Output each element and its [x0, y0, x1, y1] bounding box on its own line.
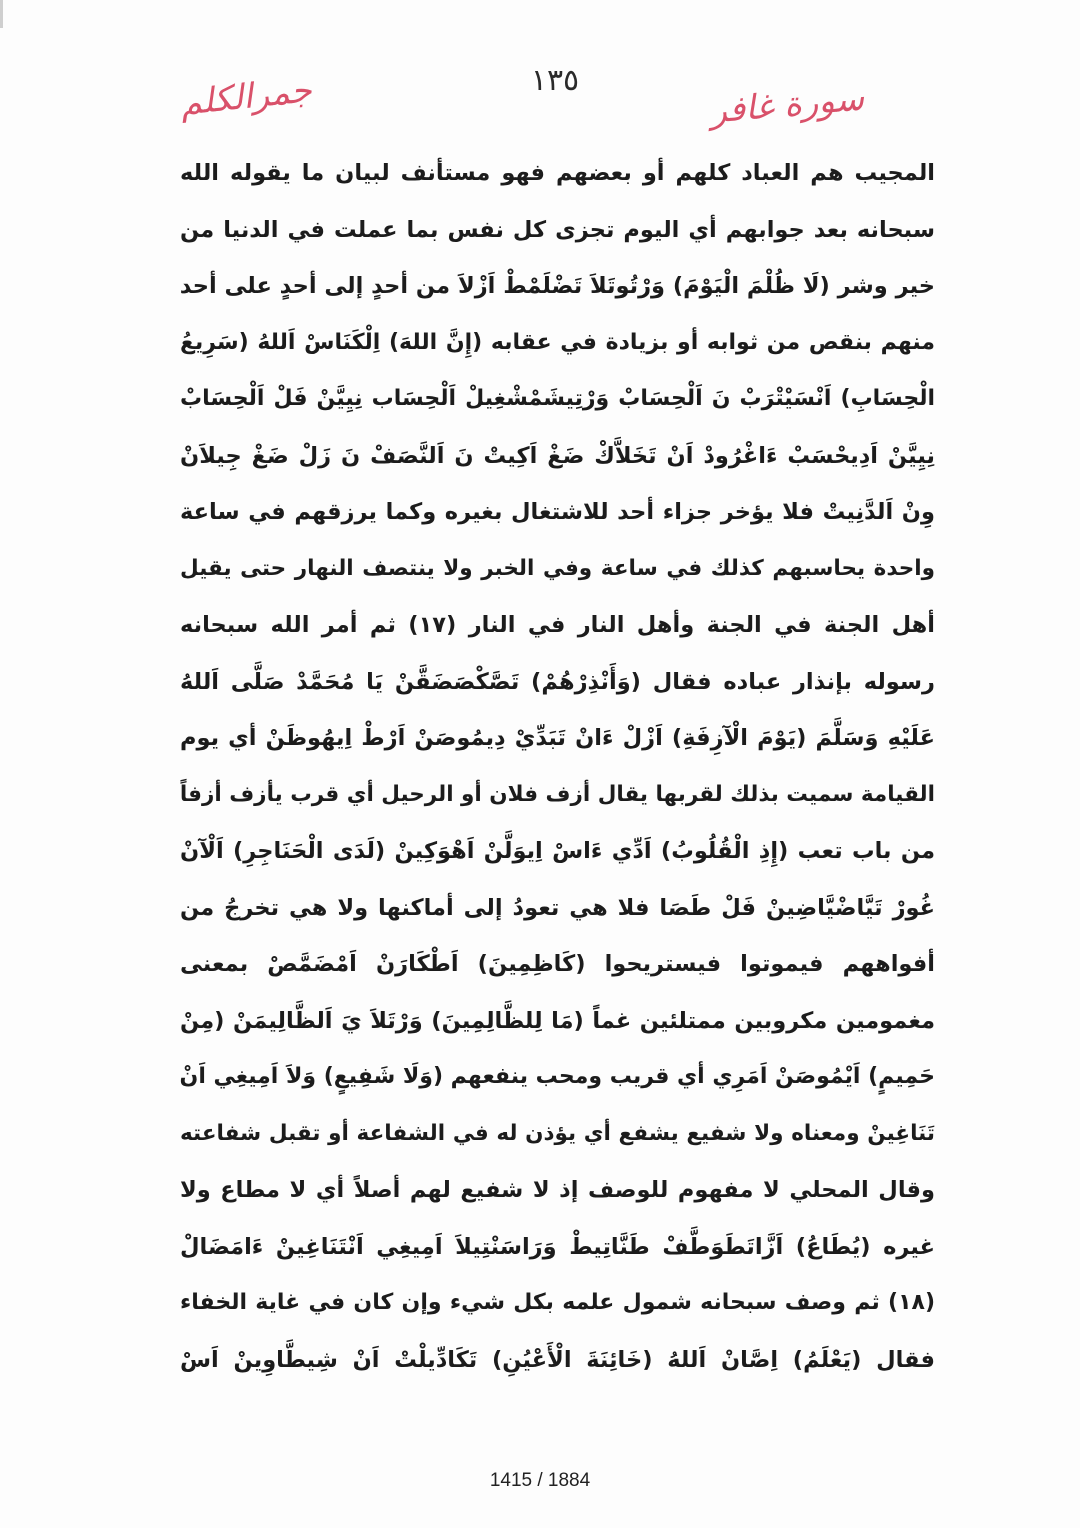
text-line: الْحِسَابِ) اَنْسَيْتْرَبْ نَ اَلْحِسَابْ وَرْتِيشَمْشْغِيلْ اَلْحِسَاب نِيِيَّنْ فَلْ اَلْحِسَابْ [180, 386, 935, 411]
text-line: أهل الجنة في الجنة وأهل النار في النار (١٧) ثم أمر الله سبحانه [180, 612, 935, 638]
text-line: رسوله بإنذار عباده فقال (وَأَنْذِرْهُمْ) تَصَّكْصَضَقَّنْ يَا مُحَمَّدْ صَلَّى اَللهُ [180, 668, 935, 695]
page-indicator: 1415 / 1884 [489, 1470, 591, 1491]
body-text [180, 145, 935, 1388]
text-line: فقال (يَعْلَمُ) اِصَّانْ اَللهُ (خَائِنَةَ الْأَعْيُنِ) تَكَادِّيلْتْ اَنْ شِيطَّاوِينْ اَسْ [180, 1346, 935, 1373]
text-line: واحدة يحاسبهم كذلك في ساعة وفي الخبر ولا ينتصف النهار حتى يقيل [180, 555, 935, 581]
text-line: منهم بنقص من ثوابه أو بزيادة في عقابه (إِنَّ اللهَ) اِلْكَنَاسْ اَللهُ (سَرِيعُ [180, 329, 935, 355]
text-line: سبحانه بعد جوابهم أي اليوم تجزى كل نفس بما عملت في الدنيا من [180, 216, 935, 243]
text-line: غيره (يُطَاعُ) اَزَّاتَطَوَطَّفْ طَنَّاتِيطْ وَرَاسَنْتِيلاَ اَمِيغِي اَنْتَنَاغِينْ ءَامَضَالْ [180, 1233, 935, 1260]
text-line: غُورْ تَيَّاضْيَّاضِينْ فَلْ طَصَا فلا هي تعودُ إلى أماكنها ولا هي تخرجُ من [180, 894, 935, 921]
handwritten-note-left: جمرالكلم [178, 70, 314, 124]
text-line: من باب تعب (إِذِ الْقُلُوبُ) اَدِّي ءَاسْ اِيوَلَّنْ اَهْوَكِينْ (لَدَى الْحَنَاجِرِ) اَلْآنْ [180, 838, 935, 864]
text-line: خير وشر (لَا ظُلْمَ الْيَوْمَ) وَرْتُوتَلاَ تَضْلَمْطْ اَزْلاَ من أحدٍ إلى أحدٍ على أحد [180, 273, 935, 299]
scan-edge-mark [0, 0, 3, 28]
text-line: حَمِيمٍ) اَيْمُوصَنْ اَمَرِي أي قريب ومحب ينفعهم (وَلَا شَفِيعٍ) وَلاَ اَمِيغِي اَنْ [180, 1064, 935, 1089]
text-line: المجيب هم العباد كلهم أو بعضهم فهو مستأنف لبيان ما يقوله الله [180, 160, 935, 186]
page-number: ١٣٥ [530, 63, 580, 98]
text-line: نِيِيَّنْ اَدِيحْسَبْ ءَاغْرُودْ اَنْ تَخَلاَّكْ ضَغْ اَكِيتْ نَ اَلنَّصَفْ نَ زَلْ ضَغْ جِيلاَنْ [180, 442, 935, 469]
text-line: أفواههم فيموتوا فيستريحوا (كَاظِمِينَ) اَطْكَارَنْ اَمْضَمَّصْ بمعنى [180, 951, 935, 977]
page-header [0, 55, 1080, 145]
text-line: تَنَاغِينْ ومعناه ولا شفيع يشفع أي يؤذن له في الشفاعة أو تقبل شفاعته [180, 1120, 935, 1146]
handwritten-note-right: سورة غافر [708, 78, 866, 132]
text-line: القيامة سميت بذلك لقربها يقال أزف فلان أو الرحيل أي قرب يأزف أزفاً [180, 781, 935, 807]
text-line: وقال المحلي لا مفهوم للوصف إذ لا شفيع لهم أصلاً أي لا مطاع ولا [180, 1177, 935, 1203]
text-line: (١٨) ثم وصف سبحانه شمول علمه بكل شيء وإن كان في غاية الخفاء [180, 1290, 935, 1315]
text-line: مغمومين مكروبين ممتلئين غماً (مَا لِلظَّالِمِينَ) وَرْتَلاَ يَ اَلظَّالِيمَنْ (مِنْ [180, 1007, 935, 1034]
text-line: عَلَيْهِ وَسَلَّمَ (يَوْمَ الْآزِفَةِ) اَزْلْ ءَانْ تَبَدِّيْ دِيمُوصَنْ اَرْطْ اِيهُوظَنْ أي يوم [180, 725, 935, 751]
text-line: وِنْ اَلدَّنِيتْ فلا يؤخر جزاء أحد للاشتغال بغيره وكما يرزقهم في ساعة [180, 499, 935, 525]
